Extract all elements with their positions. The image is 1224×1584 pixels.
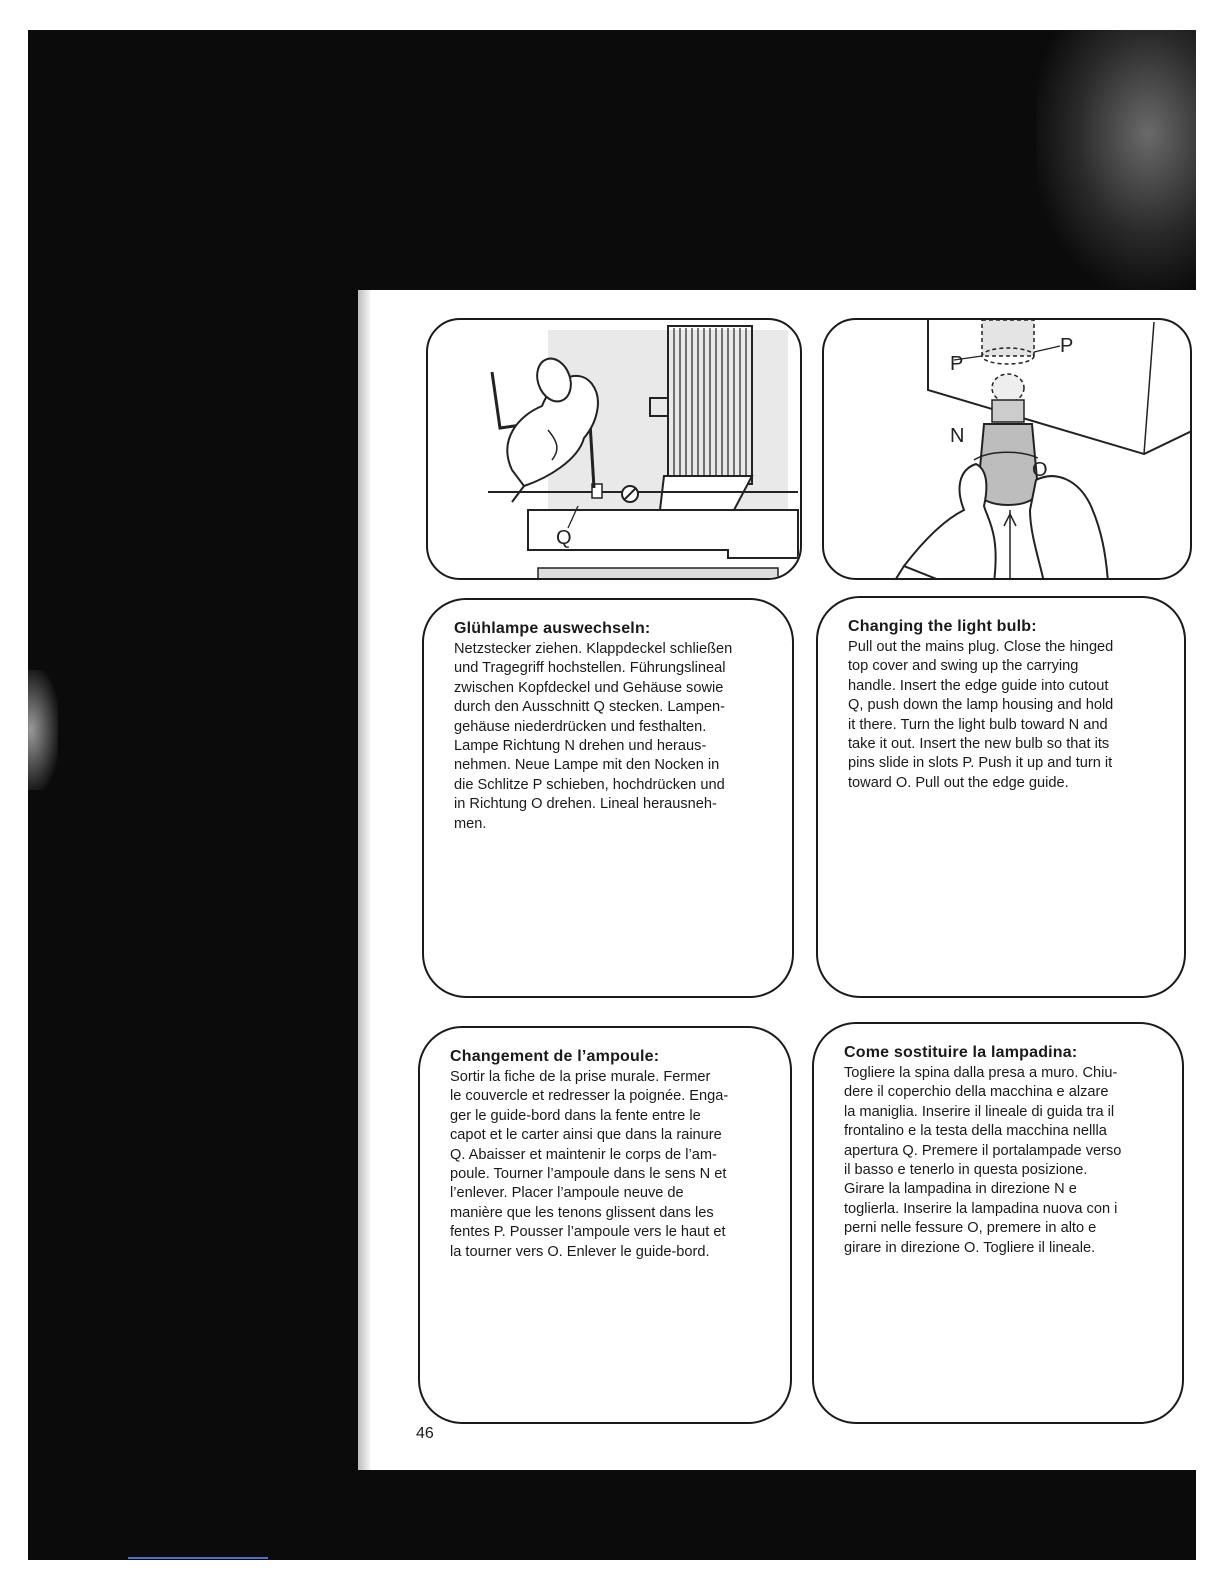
text-line: Lampe Richtung N drehen und heraus-: [454, 738, 707, 755]
text-line: Sortir la fiche de la prise murale. Fermer: [450, 1069, 711, 1085]
text-line: it there. Turn the light bulb toward N and: [848, 716, 1108, 733]
text-line: handle. Insert the edge guide into cutout: [848, 677, 1109, 694]
heading-german: Glühlampe auswechseln:: [454, 620, 651, 637]
text-line: top cover and swing up the carrying: [848, 658, 1079, 675]
text-line: la maniglia. Inserire il lineale di guida tra il: [844, 1103, 1115, 1120]
text-line: durch den Ausschnitt Q stecken. Lampen-: [454, 699, 725, 716]
scan-smudge: [28, 670, 58, 790]
text-line: Pull out the mains plug. Close the hinged: [848, 639, 1114, 655]
text-line: le couvercle et redresser la poignée. Enga-: [450, 1088, 729, 1105]
edge-guide-insertion-illustration: [428, 320, 802, 580]
body-english: [848, 638, 1162, 793]
manual-page: [358, 290, 1196, 1470]
illustration-panel-right: [822, 318, 1192, 580]
text-line: toglierla. Inserire la lampadina nuova con i: [844, 1200, 1118, 1217]
text-line: frontalino e la testa della macchina nellla: [844, 1123, 1107, 1140]
text-line: take it out. Insert the new bulb so that its: [848, 736, 1110, 753]
label-p-left: P: [950, 353, 964, 375]
instruction-card-italian: [812, 1022, 1184, 1424]
text-line: dere il coperchio della macchina e alzare: [844, 1084, 1109, 1101]
instruction-card-french: [418, 1026, 792, 1424]
text-line: Togliere la spina dalla presa a muro. Chiu-: [844, 1065, 1118, 1081]
text-line: Netzstecker ziehen. Klappdeckel schließen: [454, 641, 733, 657]
light-bulb-replacement-illustration: [824, 320, 1192, 580]
text-line: nehmen. Neue Lampe mit den Nocken in: [454, 757, 720, 774]
text-line: perni nelle fessure O, premere in alto e: [844, 1220, 1097, 1237]
body-german: [454, 640, 770, 834]
text-line: Q. Abaisser et maintenir le corps de l’am-: [450, 1146, 717, 1163]
body-french: [450, 1068, 768, 1262]
text-line: gehäuse niederdrücken und festhalten.: [454, 718, 707, 735]
text-line: in Richtung O drehen. Lineal herausneh-: [454, 796, 717, 813]
text-line: il basso e tenerlo in questa posizione.: [844, 1162, 1088, 1179]
text-line: pins slide in slots P. Push it up and turn it: [848, 755, 1113, 772]
text-line: girare in direzione O. Togliere il lineale.: [844, 1239, 1096, 1256]
instruction-card-english: [816, 596, 1186, 998]
instruction-card-german: [422, 598, 794, 998]
heading-italian: Come sostituire la lampadina:: [844, 1044, 1078, 1061]
label-p-right: P: [1060, 335, 1074, 357]
page-binding-edge: [358, 290, 370, 1470]
text-line: zwischen Kopfdeckel und Gehäuse sowie: [454, 679, 724, 696]
text-line: men.: [454, 815, 487, 832]
body-italian: [844, 1064, 1160, 1258]
bottom-rule-line: [128, 1557, 268, 1559]
text-line: die Schlitze P schieben, hochdrücken und: [454, 776, 725, 793]
text-line: la tourner vers O. Enlever le guide-bord.: [450, 1243, 710, 1260]
label-o: O: [1032, 459, 1048, 481]
illustration-panel-left: [426, 318, 802, 580]
text-line: toward O. Pull out the edge guide.: [848, 774, 1069, 791]
heading-french: Changement de l’ampoule:: [450, 1048, 660, 1065]
text-line: und Tragegriff hochstellen. Führungslineal: [454, 660, 726, 677]
page-number: 46: [416, 1425, 434, 1442]
scan-smudge: [1036, 30, 1196, 290]
heading-english: Changing the light bulb:: [848, 618, 1037, 635]
label-q: Q: [556, 527, 572, 549]
text-line: Q, push down the lamp housing and hold: [848, 697, 1114, 714]
text-line: Girare la lampadina in direzione N e: [844, 1181, 1077, 1198]
text-line: ger le guide-bord dans la fente entre le: [450, 1107, 701, 1124]
text-line: capot et le carter ainsi que dans la rainure: [450, 1127, 722, 1144]
text-line: l’enlever. Placer l’ampoule neuve de: [450, 1185, 684, 1202]
text-line: apertura Q. Premere il portalampade verso: [844, 1142, 1122, 1159]
label-n: N: [950, 425, 965, 447]
text-line: fentes P. Pousser l’ampoule vers le haut et: [450, 1224, 726, 1241]
text-line: poule. Tourner l’ampoule dans le sens N et: [450, 1166, 727, 1183]
text-line: manière que les tenons glissent dans les: [450, 1204, 714, 1221]
